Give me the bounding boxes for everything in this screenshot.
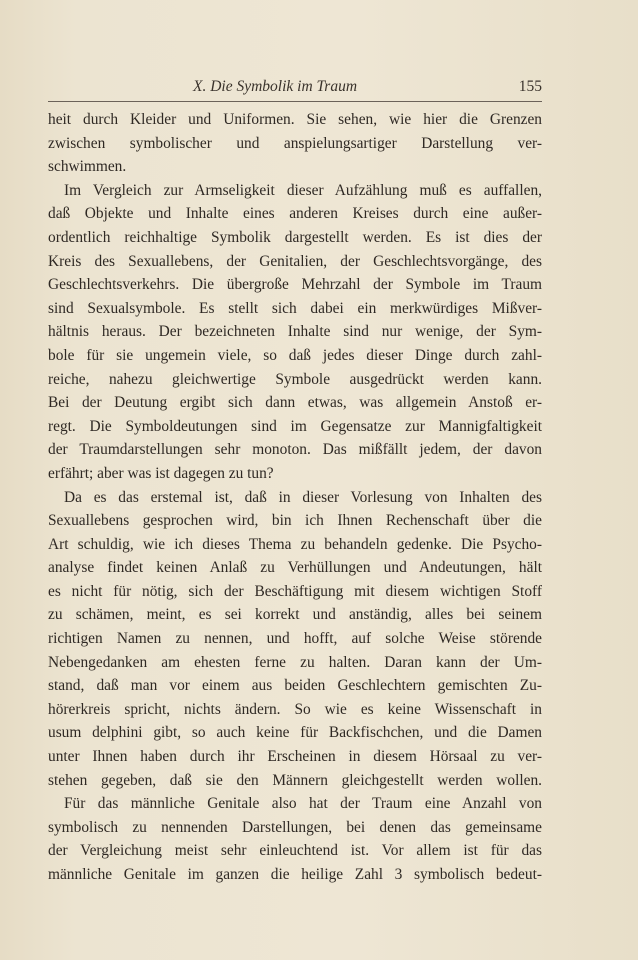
text-line: reiche, nahezu gleichwertige Symbole ausgedrückt werden kann.	[48, 370, 542, 388]
text-line: heit durch Kleider und Uniformen. Sie sehen, wie hier die Grenzen	[48, 111, 542, 128]
text-line: Bei der Deutung ergibt sich dann etwas, was allgemein Anstoß er-	[48, 394, 542, 412]
text-line: Da es das erstemal ist, daß in dieser Vorlesung von Inhalten des	[64, 488, 542, 506]
header-rule	[48, 101, 542, 102]
text-line: regt. Die Symboldeutungen sind im Gegensatze zur Mannigfaltigkeit	[48, 417, 542, 435]
text-line: ordentlich reichhaltige Symbolik dargestellt werden. Es ist dies der	[48, 228, 542, 246]
text-line: männliche Genitale im ganzen die heilige Zahl 3 symbolisch bedeut-	[48, 866, 542, 883]
text-line: hörerkreis spricht, nichts ändern. So wie es keine Wissenschaft in	[48, 700, 542, 718]
text-line: stand, daß man vor einem aus beiden Geschlechtern gemischten Zu-	[48, 677, 542, 695]
text-line: symbolisch zu nennenden Darstellungen, bei denen das gemeinsame	[48, 818, 542, 836]
text-line: schwimmen.	[48, 158, 127, 176]
text-line: der Vergleichung meist sehr einleuchtend ist. Vor allem ist für das	[48, 842, 542, 860]
text-line: analyse findet keinen Anlaß zu Verhüllungen und Andeutungen, hält	[48, 559, 542, 577]
text-line: daß Objekte und Inhalte eines anderen Kreises durch eine außer-	[48, 205, 542, 223]
text-line: Nebengedanken am ehesten ferne zu halten. Daran kann der Um-	[48, 653, 542, 671]
page-number: 155	[518, 78, 542, 95]
text-line: bole für sie ungemein viele, so daß jedes dieser Dinge durch zahl-	[48, 346, 542, 364]
text-line: erfährt; aber was ist dagegen zu tun?	[48, 464, 274, 482]
page-header	[48, 78, 542, 100]
text-line: hältnis heraus. Der bezeichneten Inhalte sind nur wenige, der Sym-	[48, 323, 542, 341]
text-line: Art schuldig, wie ich dieses Thema zu behandeln gedenke. Die Psycho-	[48, 535, 542, 553]
text-line: richtigen Namen zu nennen, und hofft, auf solche Weise störende	[48, 630, 542, 648]
text-line: Sexuallebens gesprochen wird, bin ich Ihnen Rechenschaft über die	[48, 512, 542, 530]
running-title: X. Die Symbolik im Traum	[192, 78, 358, 95]
text-line: der Traumdarstellungen sehr monoton. Das mißfällt jedem, der davon	[48, 441, 542, 459]
text-line: unter Ihnen haben durch ihr Erscheinen in diesem Hörsaal zu ver-	[48, 748, 542, 766]
text-line: Kreis des Sexuallebens, der Genitalien, der Geschlechtsvorgänge, des	[48, 252, 542, 270]
text-line: Für das männliche Genitale also hat der Traum eine Anzahl von	[64, 795, 542, 813]
text-line: zwischen symbolischer und anspielungsartiger Darstellung ver-	[48, 134, 542, 152]
text-line: zu schämen, meint, es sei korrekt und anständig, alles bei seinem	[48, 606, 542, 624]
text-line: sind Sexualsymbole. Es stellt sich dabei ein merkwürdiges Mißver-	[48, 299, 542, 317]
body-text	[48, 108, 542, 887]
text-line: es nicht für nötig, sich der Beschäftigung mit diesem wichtigen Stoff	[48, 582, 542, 600]
text-line: Geschlechtsverkehrs. Die übergroße Mehrzahl der Symbole im Traum	[48, 276, 542, 294]
text-line: stehen gegeben, daß sie den Männern gleichgestellt werden wollen.	[48, 771, 542, 789]
text-line: Im Vergleich zur Armseligkeit dieser Aufzählung muß es auffallen,	[64, 181, 542, 199]
text-line: usum delphini gibt, so auch keine für Backfischchen, und die Damen	[48, 724, 542, 742]
